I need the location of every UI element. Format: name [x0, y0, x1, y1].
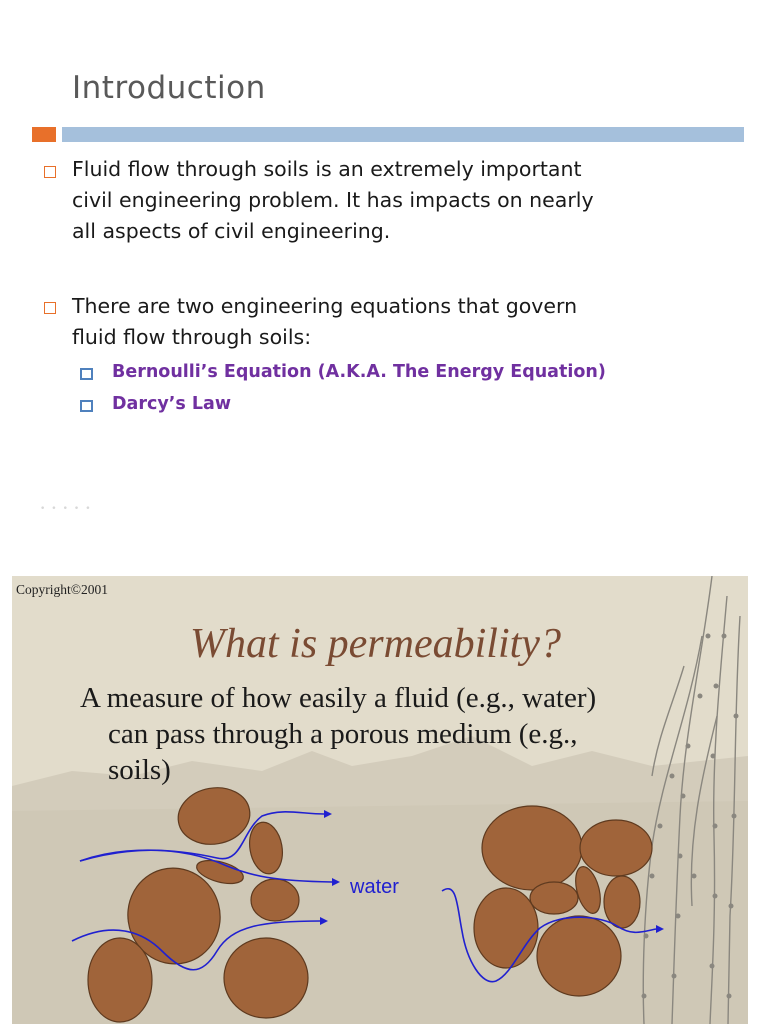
- slide-permeability: [12, 576, 748, 1024]
- paragraph-line: Fluid flow through soils is an extremely important: [72, 157, 582, 181]
- definition-text: [80, 680, 680, 788]
- paragraph-line: all aspects of civil engineering.: [72, 219, 391, 243]
- title-underline-bar: [62, 127, 744, 142]
- definition-line: can pass through a porous medium (e.g.,: [108, 718, 578, 750]
- definition-line: soils): [108, 754, 171, 786]
- sub-bullet-square-icon: [80, 400, 93, 412]
- slide-title: What is permeability?: [190, 621, 561, 667]
- bullet-square-icon: [44, 166, 56, 178]
- water-label: water: [350, 876, 399, 898]
- sub-bullet-square-icon: [80, 368, 93, 380]
- bullet-paragraph-2: [72, 291, 742, 353]
- paragraph-line: There are two engineering equations that govern: [72, 294, 578, 318]
- sub-item-bernoulli: Bernoulli’s Equation (A.K.A. The Energy Equation): [112, 362, 606, 382]
- faint-slide-footer-dots: •••••: [40, 504, 97, 514]
- paragraph-line: fluid flow through soils:: [72, 325, 312, 349]
- title-accent-bar: [32, 127, 56, 142]
- definition-line: A measure of how easily a fluid (e.g., water): [80, 682, 597, 714]
- copyright-notice: Copyright©2001: [16, 582, 109, 597]
- bullet-square-icon: [44, 302, 56, 314]
- sub-item-darcy: Darcy’s Law: [112, 394, 232, 414]
- slide-title: Introduction: [72, 70, 266, 106]
- bullet-paragraph-1: [72, 154, 742, 247]
- paragraph-line: civil engineering problem. It has impacts on nearly: [72, 188, 594, 212]
